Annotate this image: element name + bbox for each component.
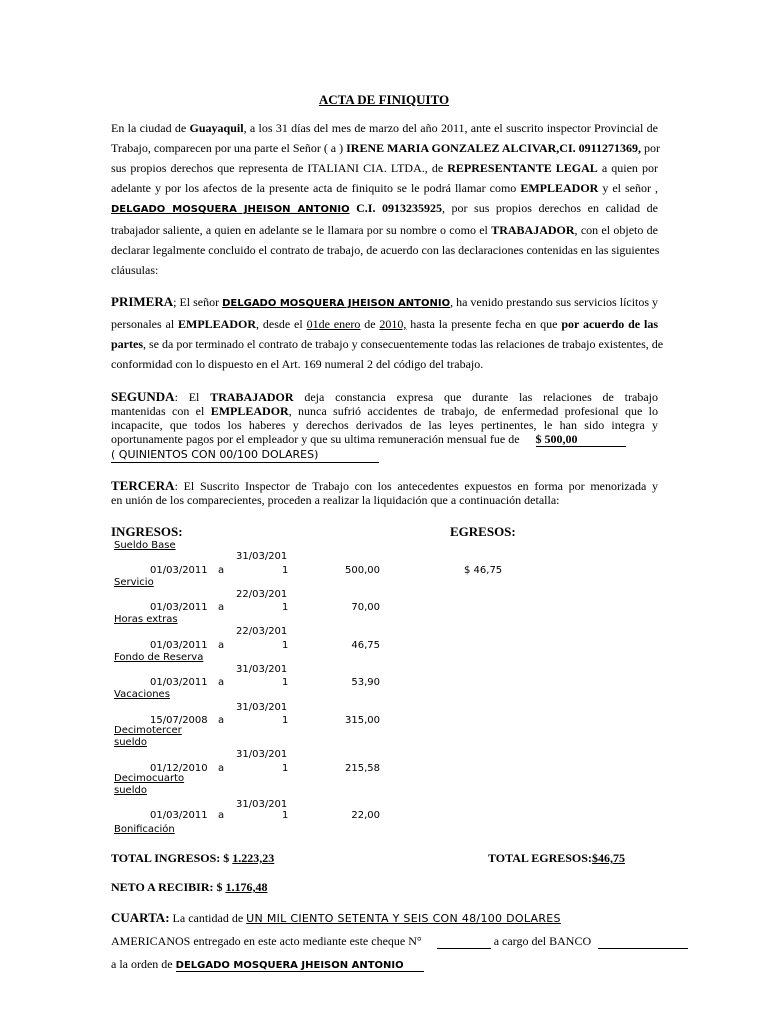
concept-label: Sueldo Base (114, 540, 176, 551)
clause-label: TERCERA (111, 478, 175, 493)
segunda-line: mantenidas con el EMPLEADOR, nunca sufrió accidentes de trabajo, de enfermedad profesional que lo (111, 404, 659, 418)
primera-line: personales al EMPLEADOR, desde el 01de enero de 2010, hasta la presente fecha en que por acuerdo de las (111, 317, 658, 331)
period-end-date: 22/03/201 (236, 626, 288, 637)
employee-name: DELGADO MOSQUERA JHEISON ANTONIO (111, 204, 350, 215)
concept-label: Decimocuarto sueldo (114, 773, 185, 796)
document-title: ACTA DE FINIQUITO (318, 92, 450, 107)
clause-label: PRIMERA (111, 294, 174, 309)
period-separator: a (218, 763, 225, 774)
neto-value: 1.176,48 (225, 880, 268, 894)
cheque-number-blank (437, 936, 491, 949)
period-end-date-cont: 1 (282, 810, 289, 821)
ingreso-amount: 315,00 (345, 715, 380, 726)
total-ingresos-value: 1.223,23 (232, 851, 275, 865)
period-end-date-cont: 1 (282, 640, 289, 651)
concept-label: Vacaciones (114, 689, 170, 700)
ingreso-amount: 215,58 (345, 763, 380, 774)
intro-line: declarar legalmente concluido el contrato de trabajo, de acuerdo con las declaraciones contenidas en las siguientes (111, 243, 660, 257)
segunda-line: oportunamente pagos por el empleador y que su ultima remuneración mensual fue de $ 500,00 (111, 432, 658, 447)
clause-label: CUARTA: (111, 910, 170, 925)
period-start-date: 01/12/2010 (150, 763, 208, 774)
period-end-date: 31/03/201 (236, 799, 288, 810)
period-separator: a (218, 602, 225, 613)
segunda-line: SEGUNDA: El TRABAJADOR deja constancia expresa que durante las relaciones de trabajo (111, 389, 659, 404)
ingreso-amount: 70,00 (351, 602, 380, 613)
salary-words: ( QUINIENTOS CON 00/100 DOLARES) (111, 448, 379, 463)
period-end-date: 22/03/201 (236, 589, 288, 600)
period-end-date: 31/03/201 (236, 702, 288, 713)
primera-line: PRIMERA; El señor DELGADO MOSQUERA JHEISON ANTONIO, ha venido prestando sus servicios lícitos y (111, 294, 659, 309)
period-end-date-cont: 1 (282, 677, 289, 688)
payee-line: a la orden de DELGADO MOSQUERA JHEISON ANTONIO (111, 957, 424, 972)
cheque-line: AMERICANOS entregado en este acto mediante este cheque N° a cargo del BANCO (111, 934, 688, 949)
intro-paragraph (111, 118, 658, 280)
period-end-date-cont: 1 (282, 715, 289, 726)
concept-label: Fondo de Reserva (114, 652, 204, 663)
intro-line: Trabajo, comparecen por una parte el Señor ( a ) IRENE MARIA GONZALEZ ALCIVAR,CI. 0911271369, por (111, 141, 660, 155)
intro-line: adelante y por los afectos de la presente acta de finiquito se le podrá llamar como EMPLEADOR y el señor , (111, 181, 658, 195)
clause-tercera (111, 479, 658, 507)
period-separator: a (218, 715, 225, 726)
ingreso-amount: 500,00 (345, 565, 380, 576)
total-egresos: TOTAL EGRESOS:$46,75 (488, 851, 650, 866)
concept-label: Horas extras (114, 614, 178, 625)
bonificacion-label: Bonificación (114, 824, 175, 835)
ingresos-heading: INGRESOS: (111, 524, 183, 539)
period-end-date-cont: 1 (282, 602, 289, 613)
payee-name: DELGADO MOSQUERA JHEISON ANTONIO (176, 960, 424, 972)
period-end-date-cont: 1 (282, 763, 289, 774)
period-end-date: 31/03/201 (236, 749, 288, 760)
clause-label: SEGUNDA (111, 389, 175, 404)
period-start-date: 15/07/2008 (150, 715, 208, 726)
amount-in-words: UN MIL CIENTO SETENTA Y SEIS CON 48/100 DOLARES (246, 912, 561, 925)
segunda-line: incapacite, que todos los haberes y derechos derivados de las leyes pertinentes, le han sido integra y (111, 418, 658, 432)
period-separator: a (218, 677, 225, 688)
intro-line: trabajador saliente, a quien en adelante se le llamara por su nombre o como el TRABAJADOR, con el objeto de (111, 223, 658, 237)
period-separator: a (218, 565, 225, 576)
ingreso-amount: 22,00 (351, 810, 380, 821)
clause-segunda (111, 390, 658, 463)
primera-line: conformidad con lo dispuesto en el Art. 169 numeral 2 del código del trabajo. (111, 357, 484, 371)
clause-primera (111, 292, 664, 374)
bank-blank (598, 936, 688, 949)
period-end-date: 31/03/201 (236, 551, 288, 562)
period-start-date: 01/03/2011 (150, 565, 208, 576)
egreso-amount: $ 46,75 (464, 565, 503, 576)
ingreso-amount: 46,75 (351, 640, 380, 651)
segunda-line (111, 447, 658, 463)
intro-line: sus propios derechos que representa de ITALIANI CIA. LTDA., de REPRESENTANTE LEGAL a quien por (111, 161, 658, 175)
period-separator: a (218, 640, 225, 651)
intro-line: En la ciudad de Guayaquil, a los 31 días del mes de marzo del año 2011, ante el suscrito inspector Provincial de (111, 121, 658, 135)
total-egresos-value: $46,75 (591, 851, 625, 865)
egresos-heading: EGRESOS: (450, 524, 516, 539)
tercera-line: en unión de los comparecientes, proceden a realizar la liquidación que a continuación detalla: (111, 493, 560, 507)
neto-a-recibir: NETO A RECIBIR: $ 1.176,48 (111, 880, 281, 895)
period-end-date: 31/03/201 (236, 664, 288, 675)
period-start-date: 01/03/2011 (150, 677, 208, 688)
period-start-date: 01/03/2011 (150, 810, 208, 821)
salary-amount: $ 500,00 (536, 432, 626, 447)
period-end-date-cont: 1 (282, 565, 289, 576)
intro-line: cláusulas: (111, 263, 159, 277)
tercera-line: TERCERA: El Suscrito Inspector de Trabajo con los antecedentes expuestos en forma por menorizada y (111, 478, 658, 493)
ingreso-amount: 53,90 (351, 677, 380, 688)
concept-label: Decimotercer sueldo (114, 725, 182, 748)
primera-line: partes, se da por terminado el contrato de trabajo y consecuentemente todas las relaciones de trabajo existentes, de (111, 337, 664, 351)
intro-line: DELGADO MOSQUERA JHEISON ANTONIO C.I. 0913235925, por sus propios derechos en calidad de (111, 201, 658, 215)
concept-label: Servicio (114, 577, 154, 588)
period-start-date: 01/03/2011 (150, 602, 208, 613)
clause-cuarta: CUARTA: La cantidad de UN MIL CIENTO SETENTA Y SEIS CON 48/100 DOLARES (111, 910, 561, 925)
period-start-date: 01/03/2011 (150, 640, 208, 651)
total-ingresos: TOTAL INGRESOS: $ 1.223,23 (111, 851, 286, 866)
period-separator: a (218, 810, 225, 821)
